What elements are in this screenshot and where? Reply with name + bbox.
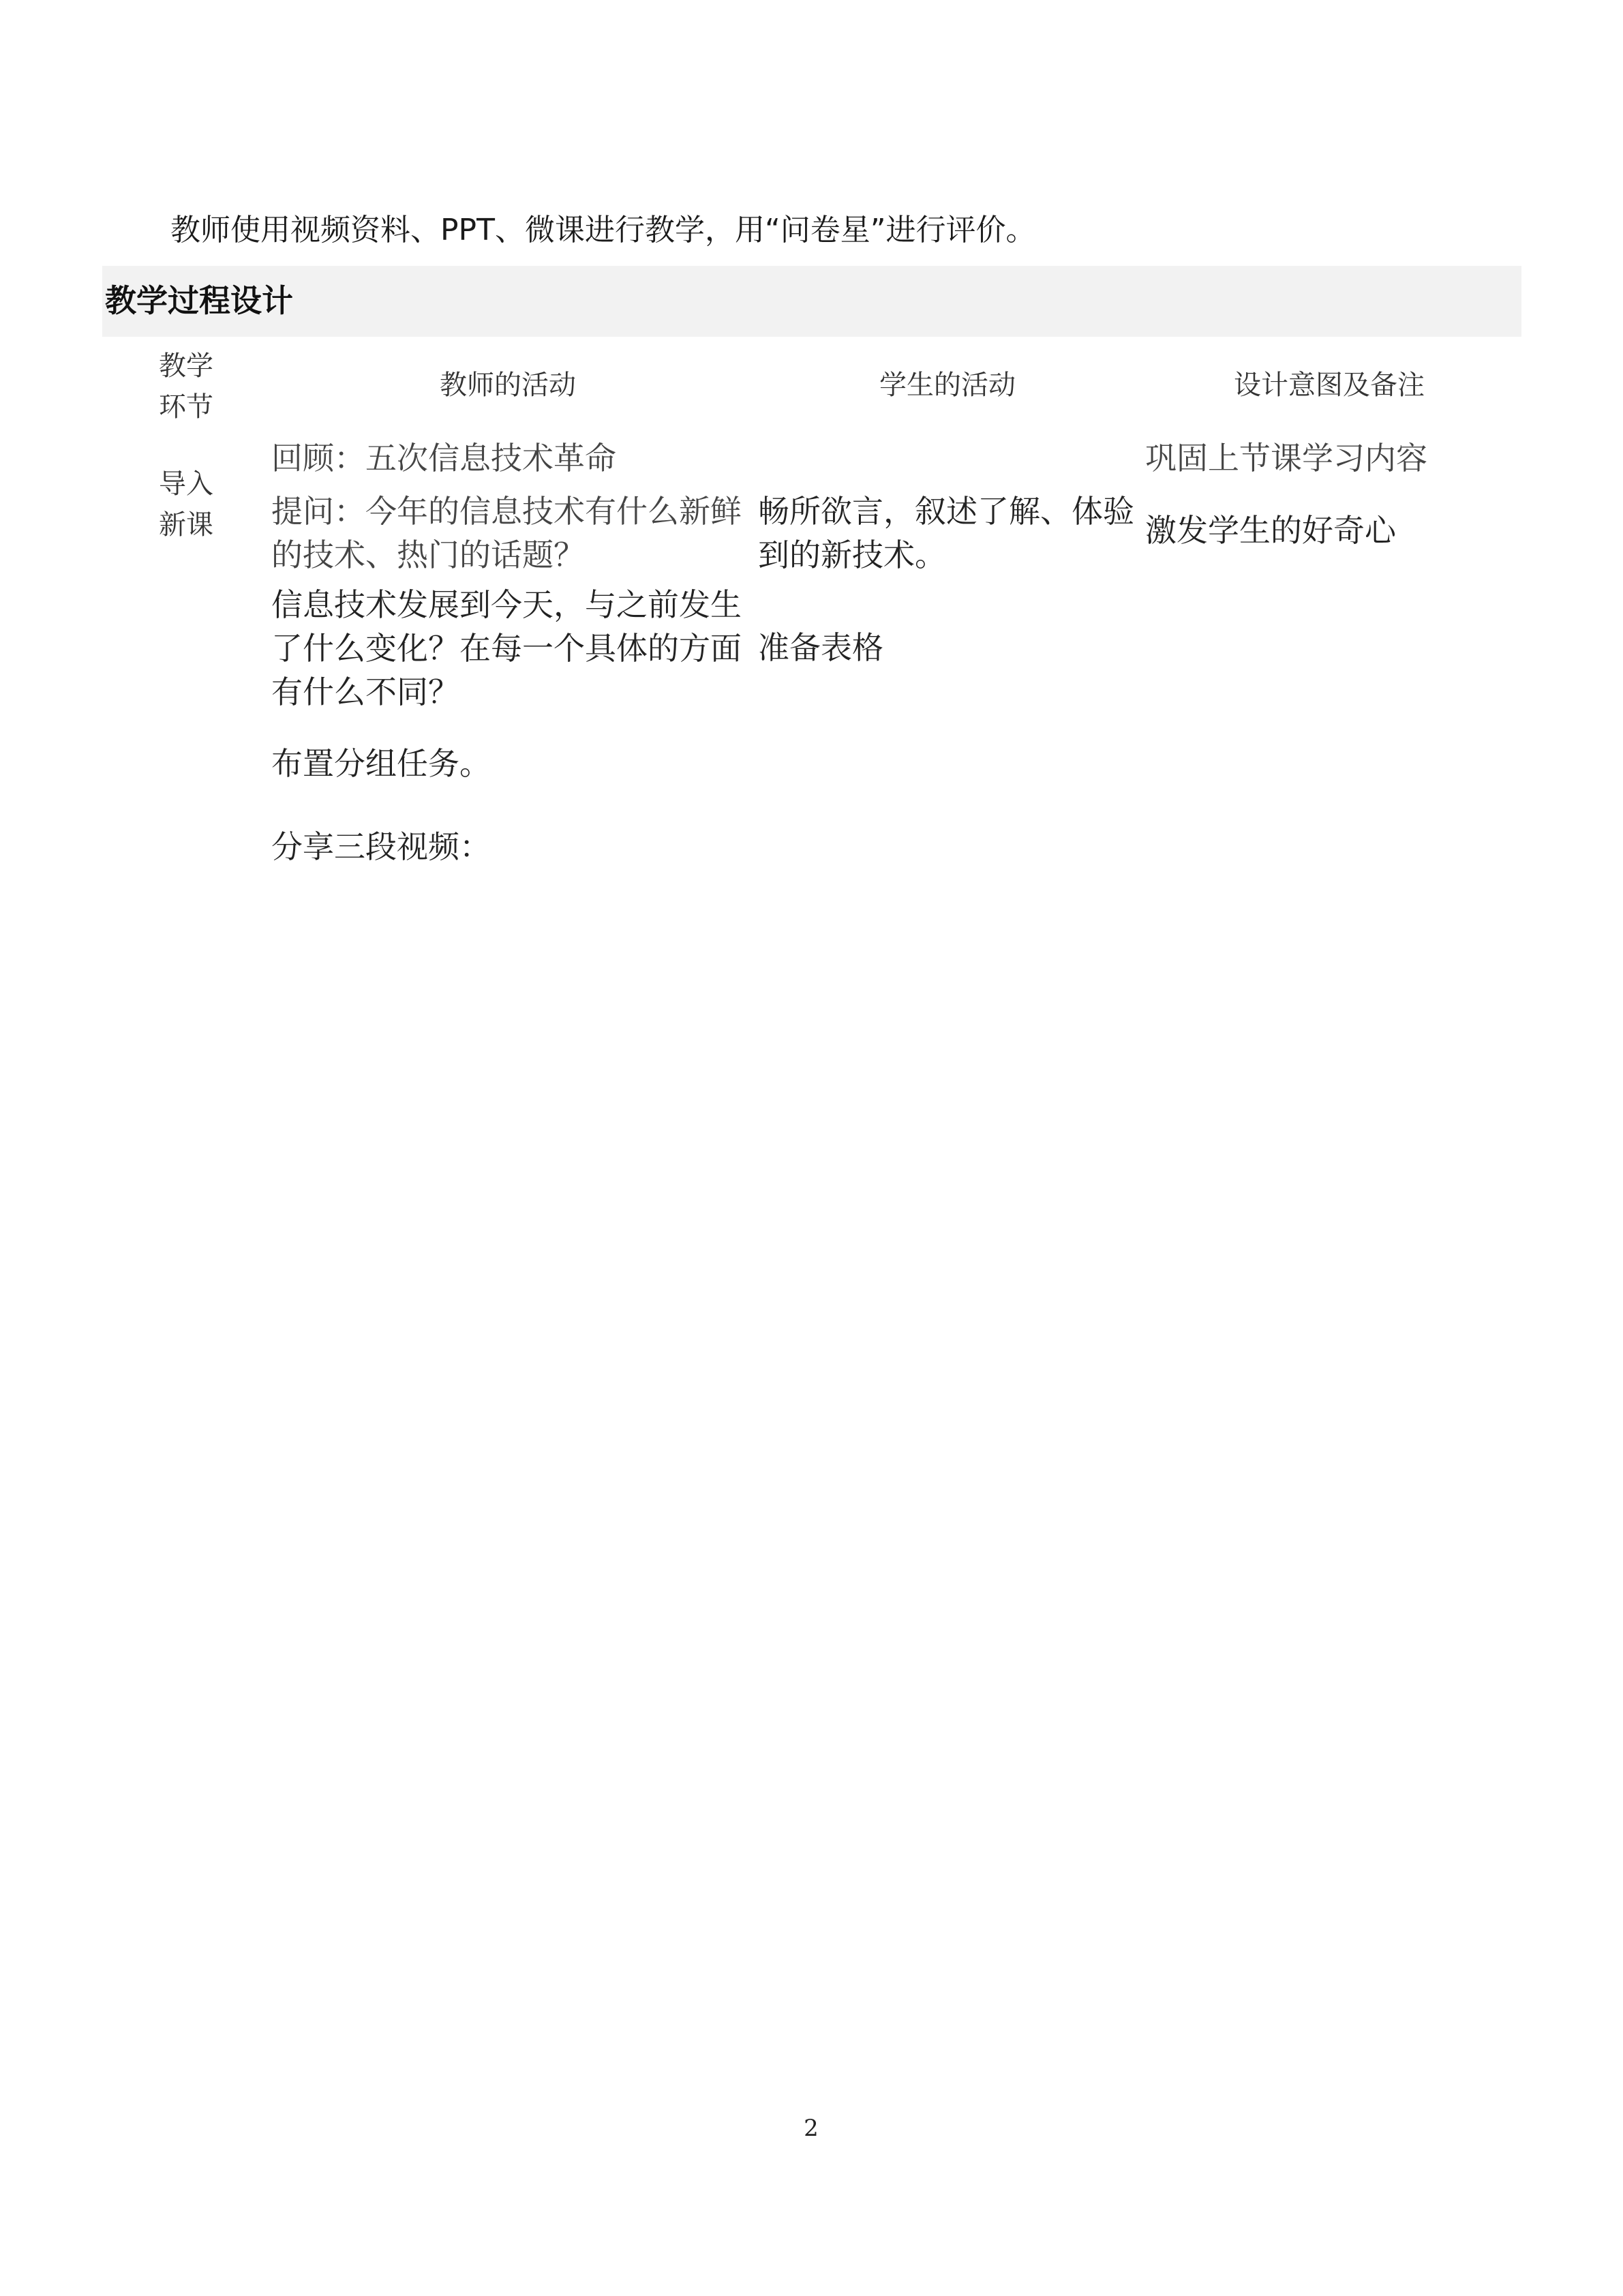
teacher-development-question: 信息技术发展到今天，与之前发生了什么变化？在每一个具体的方面有什么不同？ [271, 586, 742, 710]
page-number: 2 [804, 2115, 819, 2142]
section-title: 教学过程设计 [105, 282, 293, 319]
student-discussion: 畅所欲言，叙述了解、体验到的新技术。 [758, 493, 1134, 573]
teacher-assign-task: 布置分组任务。 [271, 745, 491, 782]
header-student-activity: 学生的活动 [879, 369, 1016, 401]
teacher-question: 提问：今年的信息技术有什么新鲜的技术、热门的话题？ [271, 493, 742, 573]
stage-cell [155, 464, 217, 545]
header-stage-text: 教学 环节 [159, 350, 213, 423]
design-review-note: 巩固上节课学习内容 [1145, 440, 1427, 477]
teacher-review: 回顾：五次信息技术革命 [271, 440, 616, 477]
header-teacher-activity: 教师的活动 [440, 369, 576, 401]
teacher-share-videos: 分享三段视频： [271, 828, 491, 865]
design-curiosity-note: 激发学生的好奇心 [1145, 512, 1396, 549]
stage-cell-text: 导入 新课 [159, 468, 213, 541]
header-design-intent: 设计意图及备注 [1234, 369, 1425, 401]
student-prepare-table: 准备表格 [758, 629, 883, 666]
intro-paragraph: 教师使用视频资料、PPT、微课进行教学，用“问卷星”进行评价。 [170, 213, 1036, 247]
section-header-band [102, 266, 1521, 337]
header-stage [155, 346, 217, 427]
